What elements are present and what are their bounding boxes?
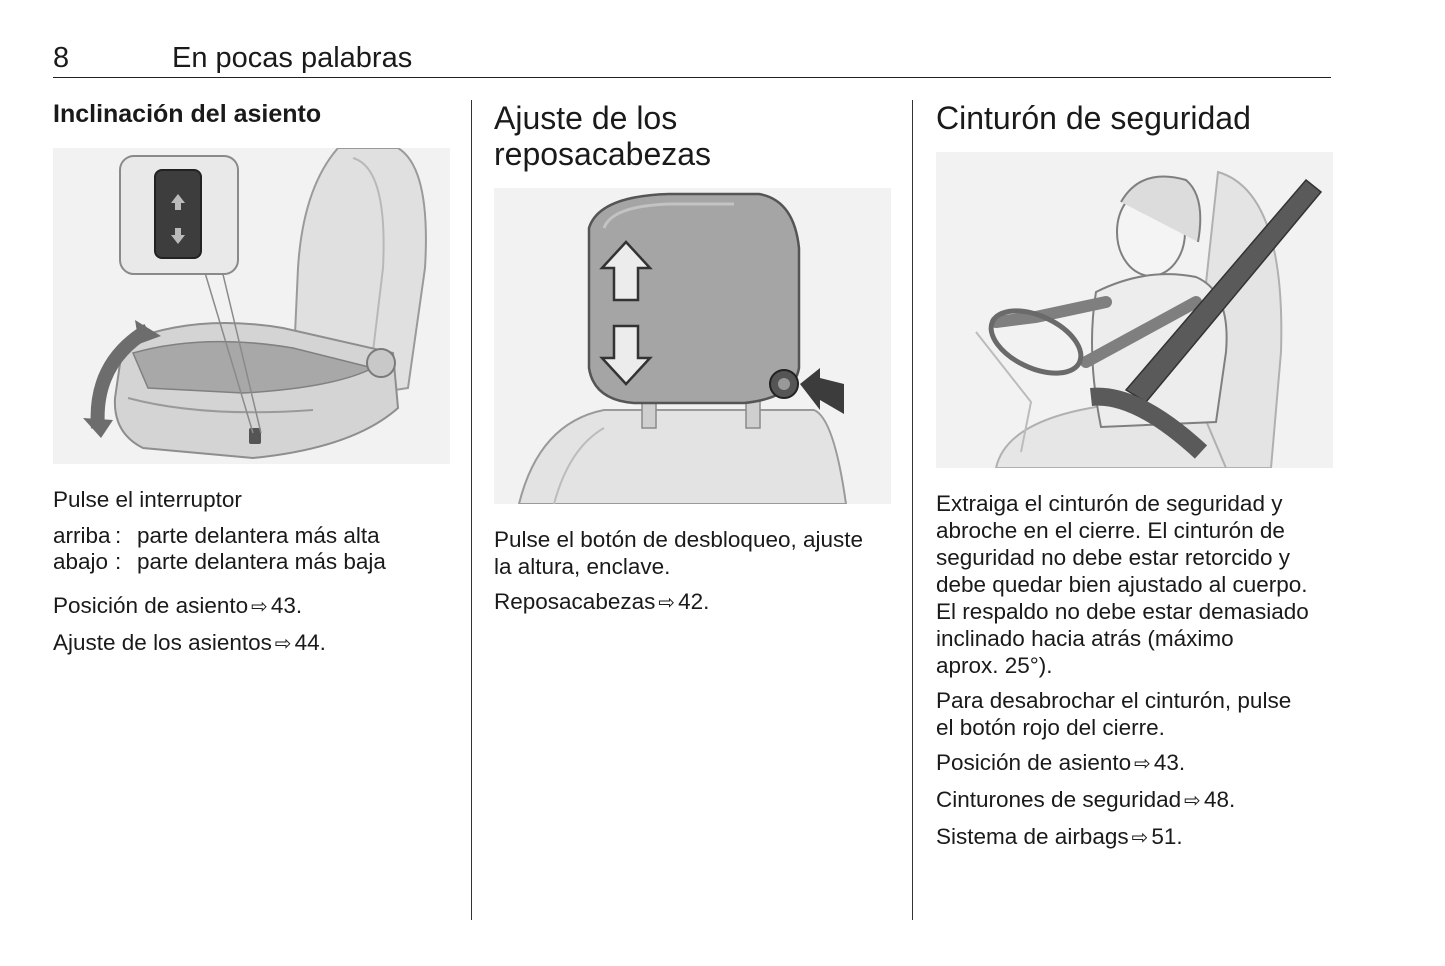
- column-headrest: [494, 96, 894, 617]
- xref-text: Sistema de airbags: [936, 824, 1129, 849]
- page-number: 8: [53, 42, 70, 74]
- xref-page: 43.: [1153, 750, 1186, 775]
- xref-text: Posición de asiento: [53, 593, 249, 618]
- body-line: Para desabrochar el cinturón, pulse: [936, 688, 1292, 713]
- heading-seatbelt: Cinturón de seguridad: [936, 100, 1251, 136]
- xref-text: Posición de asiento: [936, 750, 1132, 775]
- xref-arrow-icon: ⇨: [1131, 827, 1149, 849]
- xref-page: 42.: [678, 589, 710, 614]
- xref-airbags[interactable]: [936, 823, 1336, 852]
- section-title: En pocas palabras: [172, 42, 413, 74]
- position-value: parte delantera más baja: [137, 549, 386, 574]
- body-line: la altura, enclave.: [494, 554, 671, 579]
- xref-seatbelts[interactable]: [936, 786, 1336, 815]
- seatbelt-instruction: [936, 490, 1336, 679]
- xref-arrow-icon: ⇨: [251, 596, 268, 618]
- xref-arrow-icon: ⇨: [1184, 790, 1201, 812]
- xref-arrow-icon: ⇨: [274, 633, 292, 655]
- xref-seat-position[interactable]: [53, 592, 453, 621]
- xref-page: 48.: [1203, 787, 1236, 812]
- xref-arrow-icon: ⇨: [658, 592, 676, 614]
- column-divider: [912, 100, 913, 920]
- position-key: abajo: [53, 549, 109, 574]
- seatbelt-release-note: [936, 687, 1336, 741]
- seat-tilt-illustration: [53, 148, 450, 464]
- headrest-instruction: [494, 526, 894, 580]
- column-seatbelt: [936, 96, 1336, 852]
- headrest-illustration: [494, 188, 891, 504]
- subheading-seat-tilt: Inclinación del asiento: [53, 100, 322, 128]
- switch-positions-list: [53, 523, 453, 575]
- heading-line: Ajuste de los: [494, 100, 678, 136]
- xref-page: 44.: [294, 630, 326, 655]
- column-seat-tilt: [53, 96, 453, 658]
- xref-page: 51.: [1151, 824, 1183, 849]
- body-line: seguridad no debe estar retorcido y: [936, 545, 1290, 570]
- heading-line: reposacabezas: [494, 136, 712, 172]
- xref-seat-position[interactable]: [936, 749, 1336, 778]
- heading-headrest: [494, 100, 894, 172]
- position-sep: :: [115, 549, 122, 574]
- page-header: [53, 40, 1331, 78]
- xref-text: Ajuste de los asientos: [53, 630, 272, 655]
- body-line: abroche en el cierre. El cinturón de: [936, 518, 1285, 543]
- body-line: inclinado hacia atrás (máximo: [936, 626, 1234, 651]
- body-line: El respaldo no debe estar demasiado: [936, 599, 1309, 624]
- body-line: Pulse el botón de desbloqueo, ajuste: [494, 527, 864, 552]
- position-key: arriba: [53, 523, 111, 548]
- column-divider: [471, 100, 472, 920]
- body-line: aprox. 25°).: [936, 653, 1053, 678]
- xref-text: Reposacabezas: [494, 589, 656, 614]
- position-sep: :: [115, 523, 122, 548]
- xref-headrest[interactable]: [494, 588, 894, 617]
- position-value: parte delantera más alta: [137, 523, 380, 548]
- body-line: debe quedar bien ajustado al cuerpo.: [936, 572, 1308, 597]
- body-line: el botón rojo del cierre.: [936, 715, 1165, 740]
- xref-arrow-icon: ⇨: [1134, 753, 1151, 775]
- body-line: Extraiga el cinturón de seguridad y: [936, 491, 1283, 516]
- seatbelt-illustration: [936, 152, 1333, 468]
- xref-seat-adjustment[interactable]: [53, 629, 453, 658]
- xref-text: Cinturones de seguridad: [936, 787, 1182, 812]
- xref-page: 43.: [270, 593, 303, 618]
- seat-tilt-instruction: Pulse el interruptor: [53, 487, 242, 512]
